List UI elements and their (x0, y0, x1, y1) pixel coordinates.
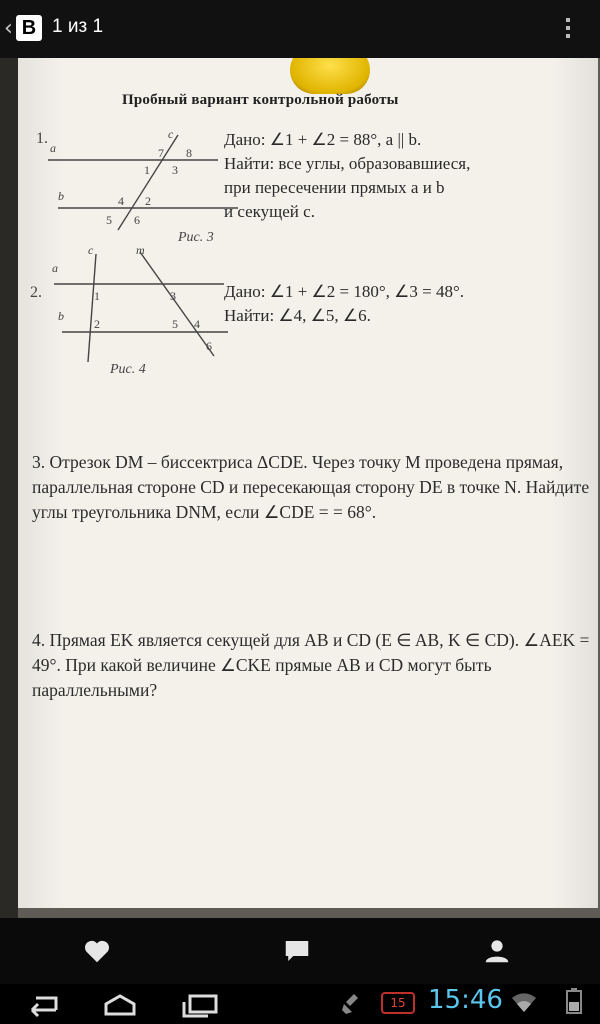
fig4-label-5: 5 (172, 317, 178, 331)
fig4-label-3: 3 (170, 289, 176, 303)
task1-find-line1: Найти: все углы, образовавшиеся, (224, 154, 471, 173)
fig3-label-6: 6 (134, 213, 140, 227)
task2-number: 2. (30, 284, 42, 301)
fig3-label-2: 2 (145, 194, 151, 208)
figure-3 (48, 130, 248, 240)
heart-icon[interactable] (82, 936, 112, 966)
home-icon[interactable] (100, 990, 140, 1018)
fig3-label-8: 8 (186, 146, 192, 160)
back-icon[interactable] (22, 990, 62, 1018)
top-app-bar (0, 0, 600, 58)
task1-given: Дано: ∠1 + ∠2 = 88°, a || b. (224, 130, 422, 149)
fig3-label-4: 4 (118, 194, 124, 208)
fig4-label-b: b (58, 309, 64, 323)
battery-icon (566, 988, 582, 1014)
app-icon[interactable]: B (16, 15, 42, 41)
fig4-label-c: c (88, 244, 94, 257)
page-counter: 1 из 1 (52, 16, 104, 37)
back-chevron-icon[interactable]: ‹ (4, 16, 13, 41)
wifi-icon (510, 990, 538, 1014)
fig4-label-m: m (136, 244, 145, 257)
paper-shadow (0, 58, 18, 918)
figure-4 (44, 244, 244, 364)
yellow-object (290, 58, 370, 94)
fig3-label-b: b (58, 189, 64, 203)
document-photo[interactable] (0, 58, 600, 918)
overflow-menu-icon[interactable] (562, 14, 574, 42)
task2-find: Найти: ∠4, ∠5, ∠6. (224, 306, 371, 325)
comment-icon[interactable] (282, 936, 312, 966)
task1-find-line3: и секущей c. (224, 202, 315, 221)
clock-time: 15:46 (428, 985, 503, 1015)
profile-icon[interactable] (482, 936, 512, 966)
fig4-label-1: 1 (94, 289, 100, 303)
action-bar (0, 918, 600, 984)
fig3-label-a: a (50, 141, 56, 155)
fig3-label-7: 7 (158, 146, 164, 160)
fig4-label-4: 4 (194, 317, 200, 331)
figure-3-caption: Рис. 3 (178, 230, 214, 245)
fig4-label-2: 2 (94, 317, 100, 331)
task4-text: 4. Прямая EK является секущей для AB и CD (E ∈ AB, K ∈ CD). ∠AEK = 49°. При какой величине ∠CKE прямые AB и CD могут быть параллельными? (32, 630, 590, 700)
task1-number: 1. (36, 130, 48, 147)
fig3-label-c: c (168, 130, 174, 141)
fig4-label-a: a (52, 261, 58, 275)
worksheet-heading: Пробный вариант контрольной работы (122, 92, 399, 108)
fig3-label-3: 3 (172, 163, 178, 177)
worksheet-page (18, 58, 598, 908)
recent-apps-icon[interactable] (180, 990, 220, 1018)
fig3-label-1: 1 (144, 163, 150, 177)
fig4-label-6: 6 (206, 339, 212, 353)
fig3-label-5: 5 (106, 213, 112, 227)
cleaner-icon (340, 992, 364, 1016)
task3-text: 3. Отрезок DM – биссектриса ΔCDE. Через точку M проведена прямая, параллельная стороне CD и пересекающая сторону DE в точке N. Найдите углы треугольника DNM, если ∠CDE = = 68°. (32, 452, 590, 522)
notification-icon: 15 (381, 992, 415, 1014)
figure-4-caption: Рис. 4 (110, 362, 146, 377)
task1-find-line2: при пересечении прямых a и b (224, 178, 445, 197)
task2-given: Дано: ∠1 + ∠2 = 180°, ∠3 = 48°. (224, 282, 465, 301)
